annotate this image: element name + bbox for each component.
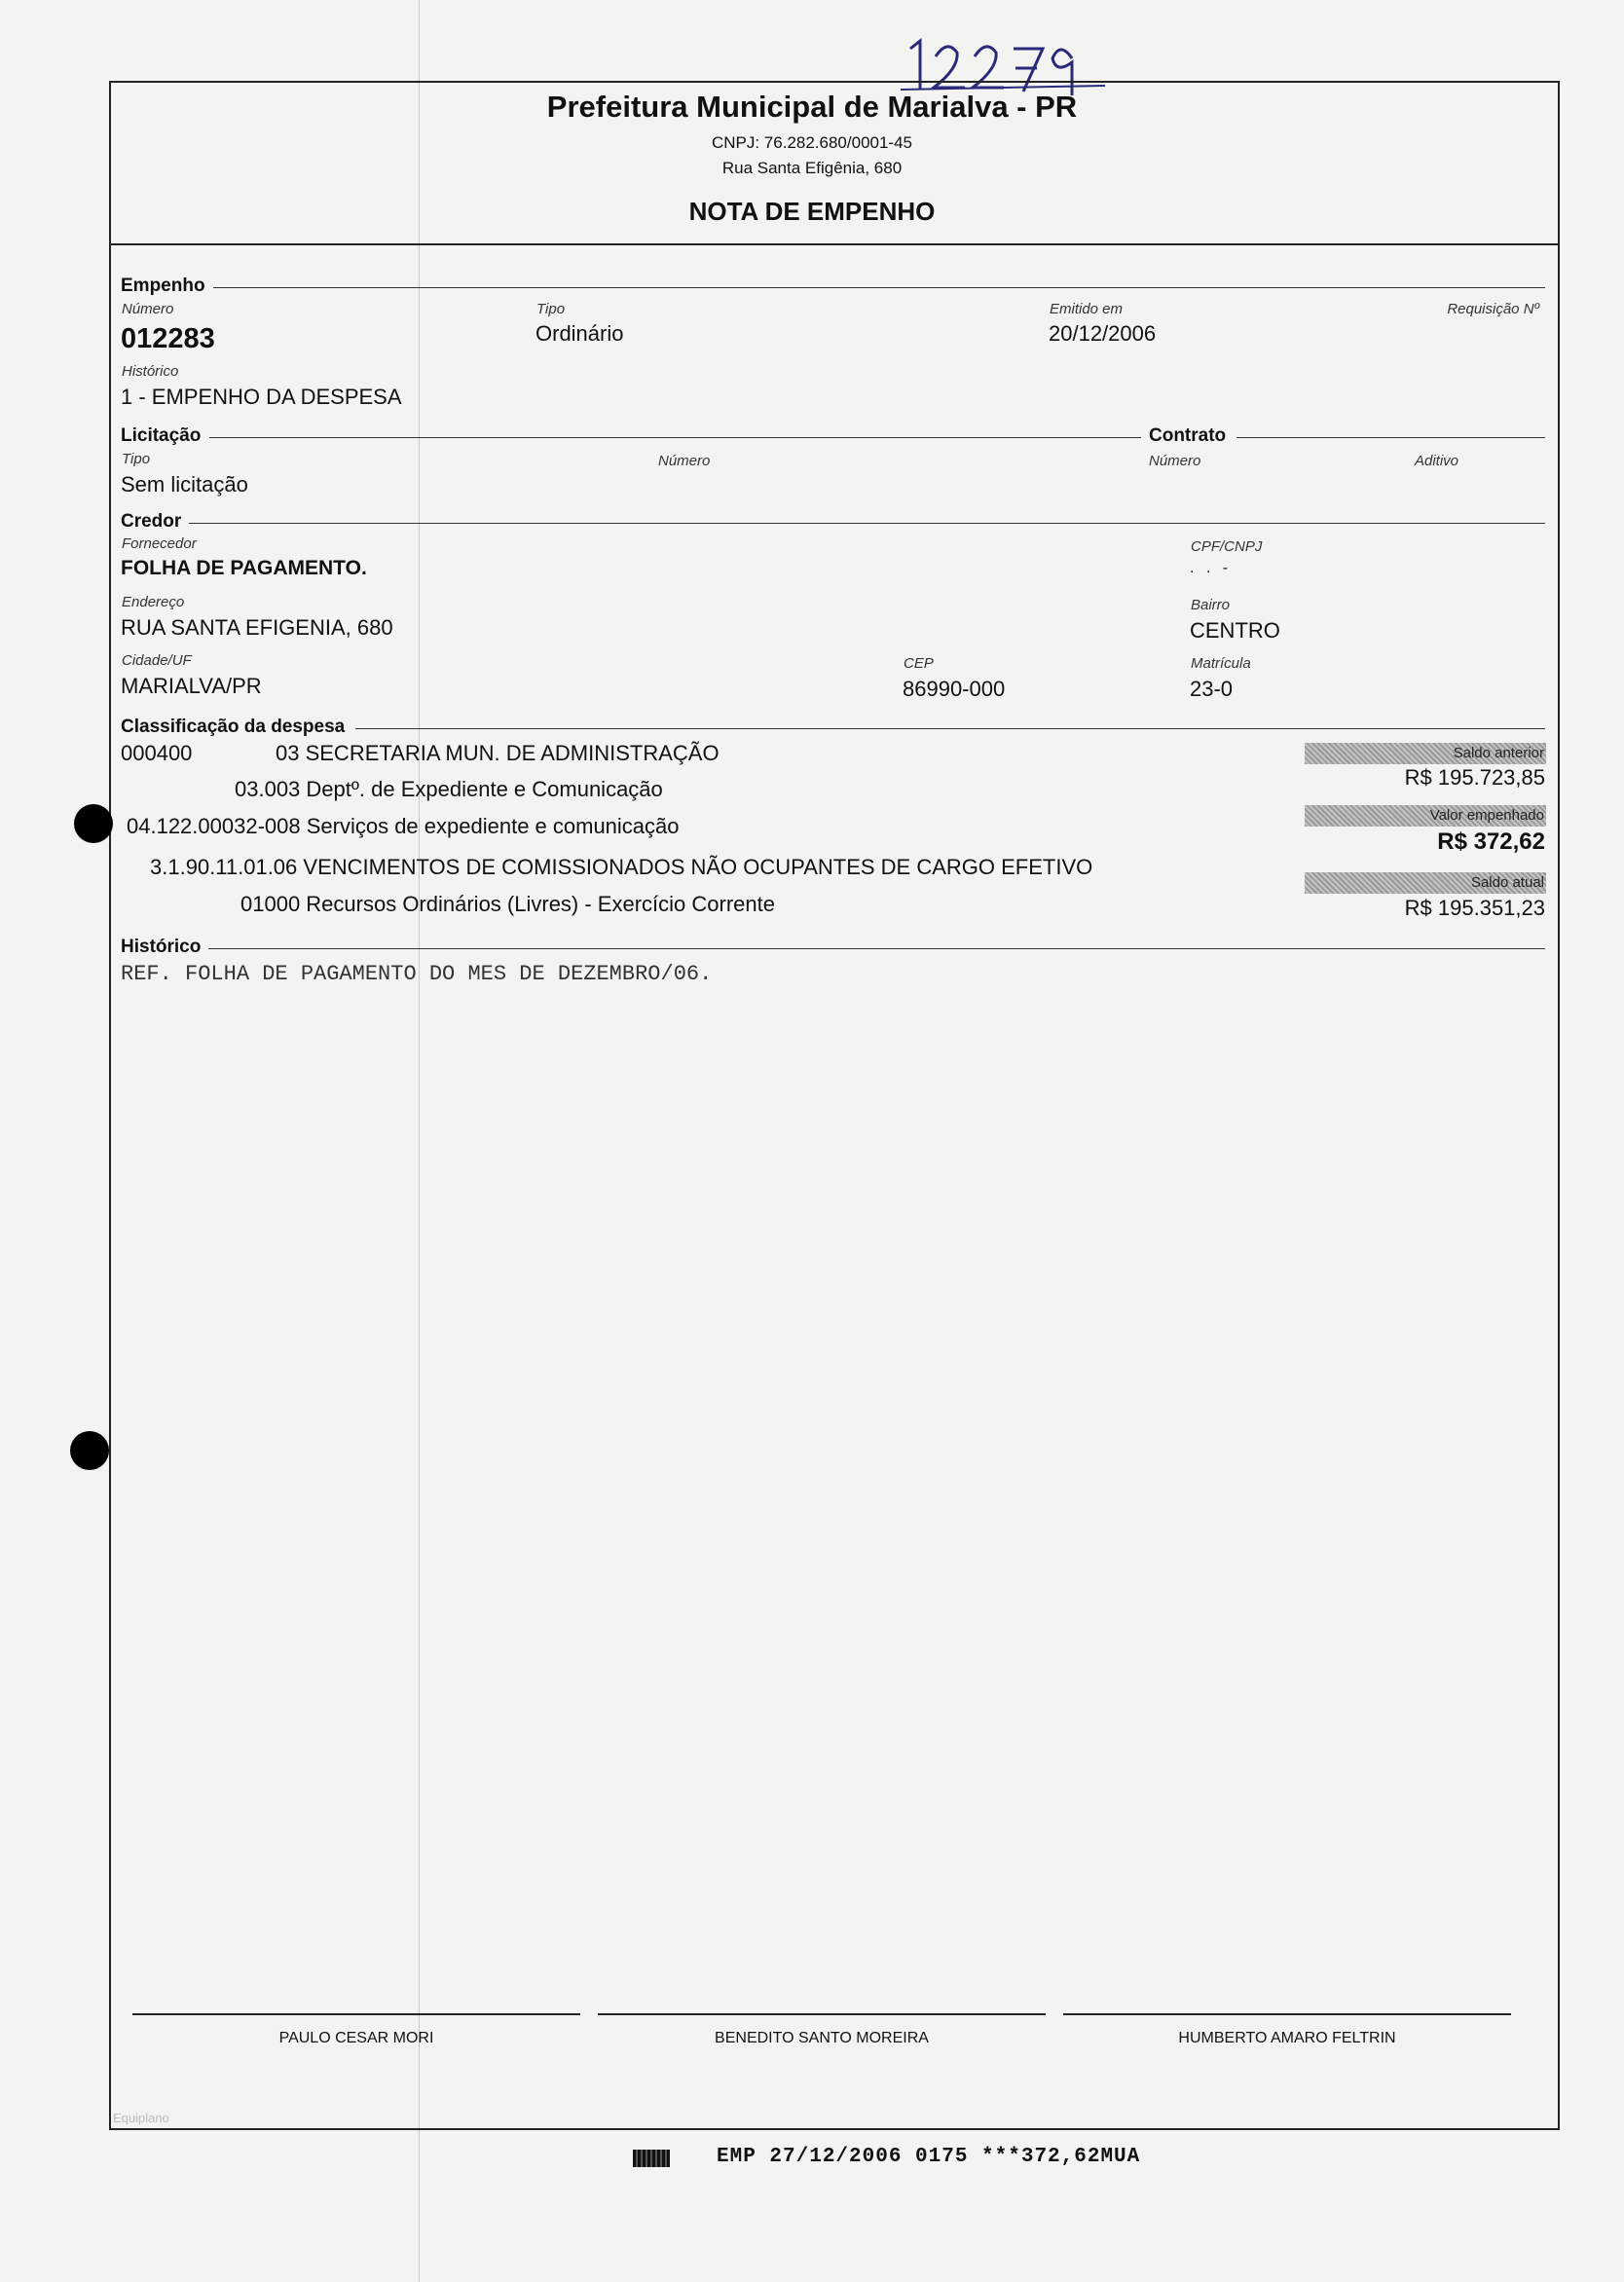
signature-name: PAULO CESAR MORI: [278, 2030, 434, 2046]
classificacao-line: 04.122.00032-008 Serviços de expediente e comunicação: [127, 814, 680, 838]
licitacao-tipo-label: Tipo: [122, 451, 151, 467]
cnpj-text: CNPJ: 76.282.680/0001-45: [711, 133, 913, 152]
punch-hole: [70, 1431, 109, 1470]
historico-value: 1 - EMPENHO DA DESPESA: [121, 385, 402, 409]
licitacao-tipo-value: Sem licitação: [121, 472, 248, 497]
requisicao-label: Requisição Nº: [1447, 301, 1539, 317]
saldo-anterior-value: R$ 195.723,85: [1404, 765, 1545, 790]
cep-label: CEP: [904, 655, 934, 672]
contrato-rule: [1236, 437, 1545, 438]
cpf-label: CPF/CNPJ: [1191, 538, 1263, 555]
cpf-value: . . -: [1190, 560, 1233, 576]
numero-label: Número: [122, 301, 174, 317]
header-divider: [109, 243, 1560, 245]
contrato-aditivo-label: Aditivo: [1415, 453, 1459, 469]
cidade-label: Cidade/UF: [122, 652, 192, 669]
classificacao-line: 3.1.90.11.01.06 VENCIMENTOS DE COMISSIONADOS NÃO OCUPANTES DE CARGO EFETIVO: [150, 855, 1093, 879]
classificacao-code: 000400: [121, 741, 193, 765]
tipo-label: Tipo: [536, 301, 566, 317]
historico-section-label: Histórico: [121, 937, 208, 958]
licitacao-section-label: Licitação: [121, 425, 208, 447]
valor-empenhado-value: R$ 372,62: [1437, 828, 1545, 855]
classificacao-section-label: Classificação da despesa: [121, 717, 352, 738]
cidade-value: MARIALVA/PR: [121, 674, 262, 698]
empenho-section-label: Empenho: [121, 276, 213, 297]
contrato-numero-label: Número: [1149, 453, 1201, 469]
emitido-value: 20/12/2006: [1049, 321, 1157, 346]
fornecedor-value: FOLHA DE PAGAMENTO.: [121, 557, 367, 579]
signature-line: [598, 2013, 1046, 2015]
endereco-value: RUA SANTA EFIGENIA, 680: [121, 615, 393, 640]
machine-stamp: EMP 27/12/2006 0175 ***372,62MUA: [717, 2146, 1141, 2168]
page-title: Prefeitura Municipal de Marialva - PR: [546, 90, 1078, 124]
address-text: Rua Santa Efigênia, 680: [721, 159, 903, 177]
matricula-label: Matrícula: [1191, 655, 1251, 672]
historico-label: Histórico: [122, 363, 179, 380]
tipo-value: Ordinário: [535, 321, 624, 346]
saldo-atual-value: R$ 195.351,23: [1404, 896, 1545, 920]
signature-name: BENEDITO SANTO MOREIRA: [715, 2030, 929, 2046]
classificacao-line: 03.003 Deptº. de Expediente e Comunicação: [235, 777, 663, 801]
licitacao-numero-label: Número: [658, 453, 711, 469]
historico-text: REF. FOLHA DE PAGAMENTO DO MES DE DEZEMBRO/06.: [121, 962, 713, 986]
credor-section-label: Credor: [121, 511, 189, 533]
footer-watermark: Equiplano: [113, 2111, 169, 2125]
historico-rule: [204, 948, 1545, 949]
contrato-section-label: Contrato: [1141, 425, 1234, 447]
signature-name: HUMBERTO AMARO FELTRIN: [1178, 2030, 1396, 2046]
cep-value: 86990-000: [903, 677, 1006, 701]
saldo-atual-label: Saldo atual: [1305, 872, 1546, 894]
bairro-value: CENTRO: [1190, 618, 1280, 643]
empenho-rule: [209, 287, 1545, 288]
signature-line: [1063, 2013, 1511, 2015]
signature-line: [132, 2013, 580, 2015]
fornecedor-label: Fornecedor: [122, 535, 197, 552]
emitido-label: Emitido em: [1050, 301, 1124, 317]
classificacao-rule: [355, 728, 1545, 729]
bairro-label: Bairro: [1191, 597, 1231, 613]
endereco-label: Endereço: [122, 594, 185, 610]
valor-empenhado-label: Valor empenhado: [1305, 805, 1546, 827]
stamp-mark: [633, 2150, 670, 2167]
empenho-number: 012283: [121, 323, 215, 354]
matricula-value: 23-0: [1190, 677, 1234, 701]
punch-hole: [74, 804, 113, 843]
document-title: NOTA DE EMPENHO: [688, 197, 936, 226]
licitacao-rule: [209, 437, 1144, 438]
saldo-anterior-label: Saldo anterior: [1305, 743, 1546, 764]
classificacao-line: 01000 Recursos Ordinários (Livres) - Exercício Corrente: [240, 892, 775, 916]
classificacao-line: 03 SECRETARIA MUN. DE ADMINISTRAÇÃO: [276, 741, 720, 765]
credor-rule: [185, 523, 1545, 524]
